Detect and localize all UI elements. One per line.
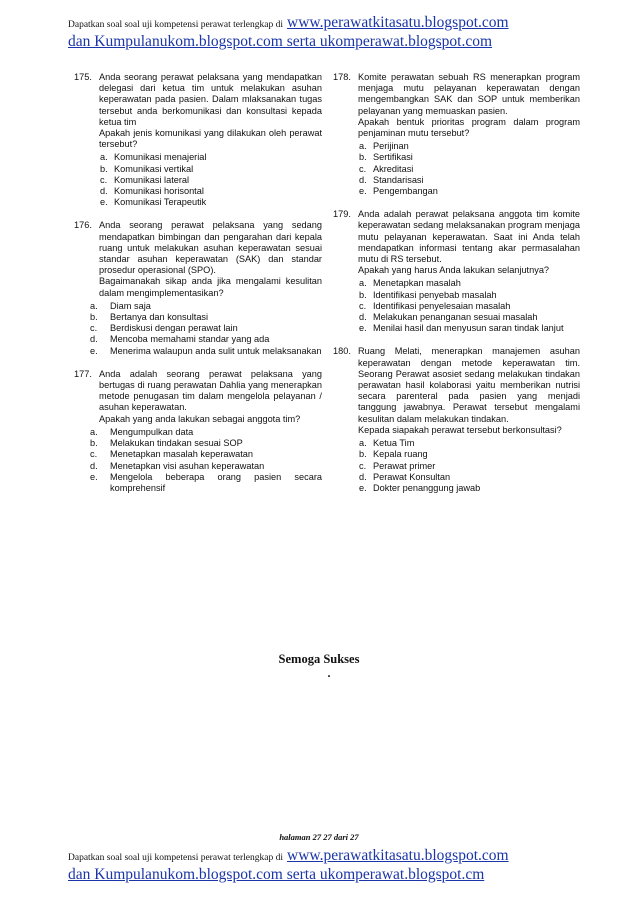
option-text: Komunikasi lateral (114, 174, 190, 185)
answer-option (90, 301, 322, 312)
question-paragraph: Apakah jenis komunikasi yang dilakukan oleh perawat tersebut? (99, 128, 322, 150)
option-letter: e. (359, 482, 367, 493)
question-text (99, 220, 322, 298)
option-letter: e. (90, 345, 98, 356)
answer-option (100, 175, 322, 186)
question-head (74, 369, 322, 425)
page-header (68, 14, 628, 51)
page-number: halaman 27 27 dari 27 (279, 832, 359, 842)
question-paragraph: Apakah yang anda lakukan sebagai anggota tim? (99, 413, 301, 424)
question-head (74, 72, 322, 150)
option-text: Identifikasi penyebab masalah (373, 289, 497, 300)
question-1 (74, 72, 322, 208)
option-text: Pengembangan (373, 186, 438, 197)
footer-caption: Dapatkan soal soal uji kompetensi perawat terlengkap di (68, 853, 284, 863)
answer-option (359, 186, 580, 197)
option-list (333, 438, 580, 494)
answer-option (359, 152, 580, 163)
answer-option (359, 164, 580, 175)
answer-option (90, 334, 322, 345)
option-text: Bertanya dan konsultasi (110, 312, 209, 323)
answer-option (359, 141, 580, 152)
question-head (333, 209, 580, 276)
option-letter: c. (359, 300, 367, 311)
question-paragraph: Anda adalah seorang perawat pelaksana yang bertugas di ruang perawatan Dahlia yang menerapkan metode penugasan tim dalam mengelola pelayanan / asuhan keperawatan. (99, 368, 322, 413)
question-2 (74, 220, 322, 356)
answer-option (90, 472, 322, 494)
option-text: Mengelola beberapa orang pasien secara komprehensif (110, 471, 322, 493)
answer-option (359, 290, 580, 301)
option-letter: e. (100, 197, 108, 208)
question-4 (333, 72, 580, 197)
option-text: Identifikasi penyelesaian masalah (373, 300, 511, 311)
option-text: Melakukan penanganan sesuai masalah (373, 312, 538, 323)
answer-option (359, 461, 580, 472)
answer-option (90, 438, 322, 449)
option-letter: c. (90, 323, 98, 334)
option-letter: e. (359, 323, 367, 334)
question-paragraph: Bagaimanakah sikap anda jika mengalami kesulitan dalam mengimplementasikan? (99, 276, 322, 298)
question-head (333, 346, 580, 436)
question-paragraph: Komite perawatan sebuah RS menerapkan program menjaga mutu pelayanan keperawatan dengan mengembangkan SAK dan SOP untuk memberikan pelayanan yang memuaskan pasien. (358, 72, 580, 116)
answer-option (359, 175, 580, 186)
answer-option (359, 449, 580, 460)
option-letter: d. (100, 186, 108, 197)
answer-option (359, 312, 580, 323)
option-text: Mengumpulkan data (110, 426, 194, 437)
option-letter: d. (359, 471, 367, 482)
question-number: 176. (74, 220, 92, 231)
option-letter: e. (359, 186, 367, 197)
right-column (333, 72, 580, 506)
option-letter: a. (90, 300, 98, 311)
option-list (74, 427, 322, 494)
option-letter: e. (90, 471, 98, 482)
option-letter: c. (90, 449, 98, 460)
option-letter: d. (90, 460, 98, 471)
option-text: Perijinan (373, 141, 409, 152)
option-text: Dokter penanggung jawab (373, 482, 481, 493)
option-letter: b. (100, 163, 108, 174)
question-paragraph: Anda seorang perawat pelaksana yang mendapatkan delegasi dari ketua tim untuk melakukan asuhan keperawatan pada pasien. Dalam mlaksanakan tugas tersebut anda berkomunikasi dan konsultasi kepada ketua tim (99, 72, 322, 127)
question-paragraph: Ruang Melati, menerapkan manajemen asuhan keperawatan dengan metode keperawatan tim. Seorang Perawat asosiet sedang melakukan tindakan perawatan hasil kolaborasi yaitu memberikan nutrisi secara parenteral pada pasien yang menjadi tanggung jawabnya. Perawat tersebut mengalami kesulitan dalam melakukan tindakan. (358, 346, 580, 424)
option-text: Menetapkan visi asuhan keperawatan (110, 460, 265, 471)
option-text: Menerima walaupun anda sulit untuk melaksanakan (110, 345, 322, 356)
option-letter: d. (359, 312, 367, 323)
footer-link-perawatkitasatu[interactable]: www.perawatkitasatu.blogspot.com (287, 847, 509, 864)
answer-option (100, 186, 322, 197)
option-letter: a. (359, 438, 367, 449)
left-column (74, 72, 322, 506)
option-letter: c. (359, 460, 367, 471)
question-text (99, 72, 322, 150)
option-text: Komunikasi menajerial (114, 152, 207, 163)
option-letter: a. (359, 278, 367, 289)
option-text: Melakukan tindakan sesuai SOP (110, 438, 243, 449)
question-text (358, 72, 580, 139)
option-letter: c. (359, 163, 367, 174)
option-letter: d. (90, 334, 98, 345)
question-paragraph: Apakah bentuk prioritas program dalam program penjaminan mutu tersebut? (358, 116, 580, 139)
header-caption: Dapatkan soal soal uji kompetensi perawat terlengkap di (68, 20, 284, 30)
question-number: 177. (74, 368, 92, 379)
answer-option (359, 438, 580, 449)
question-paragraph: Anda adalah perawat pelaksana anggota tim komite keperawatan sedang melaksanakan program menjaga mutu pelayanan keperawatan. Saat ini Anda telah mendapatkan informasi tentang akar permasalahan mutu di RS tersebut. (358, 209, 580, 265)
option-text: Kepala ruang (373, 449, 428, 460)
footer-link-line2[interactable]: dan Kumpulanukom.blogspot.com serta ukomperawat.blogspot.cm (68, 866, 485, 883)
answer-option (359, 472, 580, 483)
question-6 (333, 346, 580, 494)
option-text: Ketua Tim (373, 438, 415, 449)
question-5 (333, 209, 580, 334)
answer-option (359, 301, 580, 312)
option-letter: c. (100, 174, 108, 185)
answer-option (100, 164, 322, 175)
option-text: Perawat Konsultan (373, 471, 451, 482)
answer-option (359, 278, 580, 289)
answer-option (90, 427, 322, 438)
question-number: 175. (74, 72, 92, 82)
option-text: Berdiskusi dengan perawat lain (110, 323, 238, 334)
option-text: Menetapkan masalah keperawatan (110, 449, 254, 460)
option-text: Sertifikasi (373, 152, 413, 163)
answer-option (100, 197, 322, 208)
option-text: Menilai hasil dan menyusun saran tindak lanjut (373, 323, 564, 334)
option-list (333, 278, 580, 334)
answer-option (90, 323, 322, 334)
option-letter: b. (90, 312, 98, 323)
question-number: 179. (333, 209, 351, 220)
closing-dot: . (327, 666, 331, 680)
answer-option (359, 323, 580, 334)
option-letter: a. (100, 152, 108, 163)
option-letter: a. (90, 426, 98, 437)
question-paragraph: Anda seorang perawat pelaksana yang sedang mendapatkan bimbingan dan pengarahan dari kepala ruang untuk melakukan asuhan keperawatan sesuai standar asuhan keperawatan (SAK) dan standar prosedur operasional (SPO). (99, 220, 322, 276)
option-text: Perawat primer (373, 460, 436, 471)
question-paragraph: Apakah yang harus Anda lakukan selanjutnya? (358, 265, 550, 276)
option-text: Mencoba memahami standar yang ada (110, 334, 270, 345)
option-text: Komunikasi horisontal (114, 186, 204, 197)
option-letter: a. (359, 141, 367, 152)
option-text: Standarisasi (373, 174, 424, 185)
question-number: 178. (333, 72, 351, 82)
closing-text: Semoga Sukses (278, 652, 360, 666)
option-text: Akreditasi (373, 163, 414, 174)
answer-option (359, 483, 580, 494)
question-number: 180. (333, 346, 351, 357)
answer-option (90, 449, 322, 460)
option-list (74, 152, 322, 208)
question-paragraph: Kepada siapakah perawat tersebut berkonsultasi? (358, 424, 562, 435)
header-link-line2[interactable]: dan Kumpulanukom.blogspot.com serta ukomperawat.blogspot.com (68, 33, 493, 50)
option-text: Komunikasi vertikal (114, 163, 194, 174)
header-link-perawatkitasatu[interactable]: www.perawatkitasatu.blogspot.com (287, 14, 509, 31)
option-letter: b. (359, 449, 367, 460)
option-text: Menetapkan masalah (373, 278, 461, 289)
question-head (333, 72, 580, 139)
answer-option (90, 461, 322, 472)
question-text (99, 369, 322, 425)
question-text (358, 209, 580, 276)
answer-option (90, 312, 322, 323)
question-3 (74, 369, 322, 494)
page-footer (68, 847, 628, 884)
option-letter: b. (90, 438, 98, 449)
option-list (74, 301, 322, 357)
option-text: Diam saja (110, 300, 151, 311)
option-letter: b. (359, 289, 367, 300)
option-letter: d. (359, 174, 367, 185)
answer-option (100, 152, 322, 163)
option-text: Komunikasi Terapeutik (114, 197, 207, 208)
question-text (358, 346, 580, 436)
question-head (74, 220, 322, 298)
option-list (333, 141, 580, 197)
answer-option (90, 346, 322, 357)
option-letter: b. (359, 152, 367, 163)
